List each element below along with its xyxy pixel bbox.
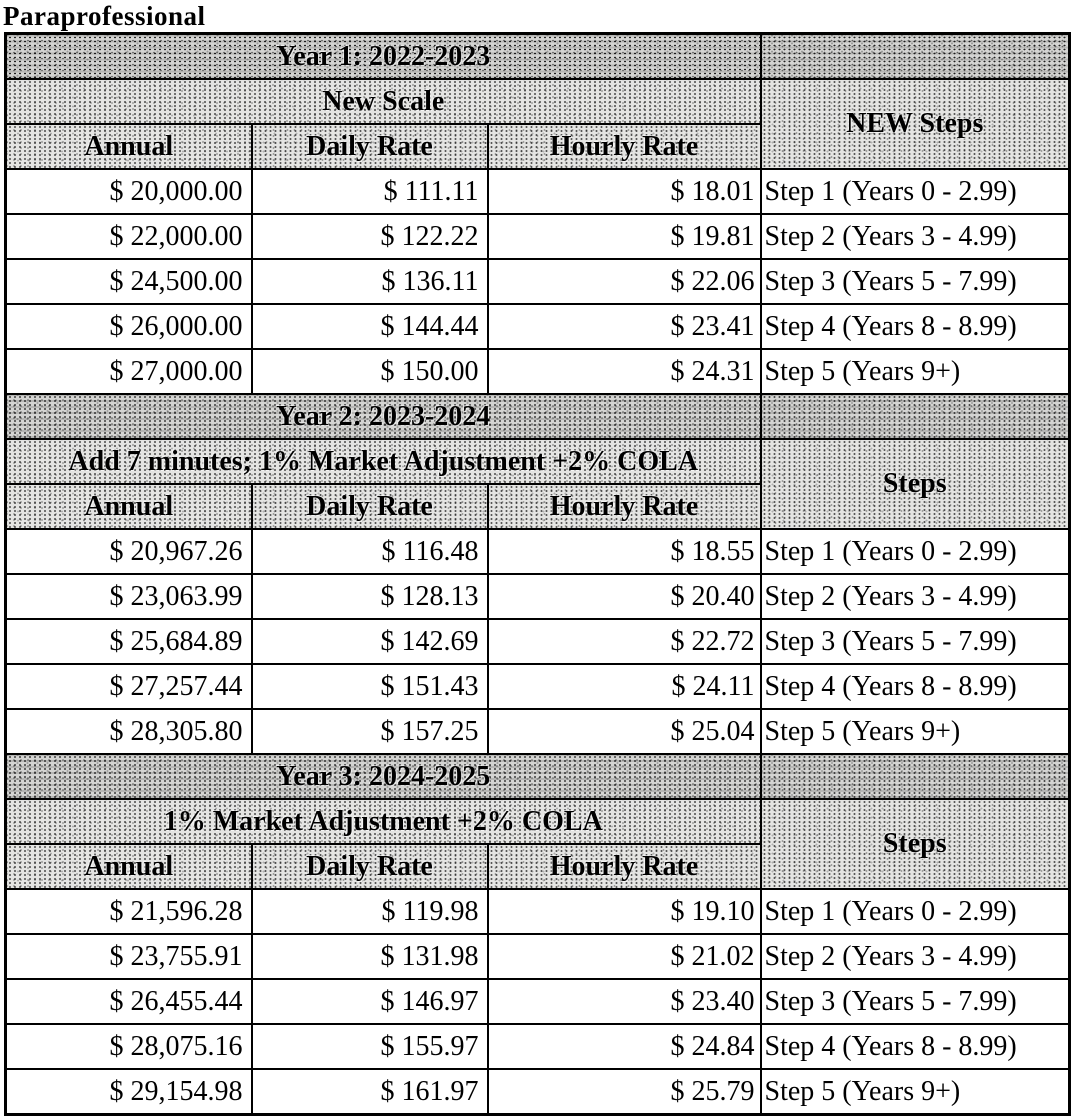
step-label: Step 4 (Years 8 - 8.99) xyxy=(761,664,1070,709)
daily-rate-value: $ 128.13 xyxy=(252,574,488,619)
hourly-rate-value: $ 24.84 xyxy=(488,1024,761,1069)
hourly-rate-value: $ 25.79 xyxy=(488,1069,761,1115)
annual-value: $ 25,684.89 xyxy=(6,619,252,664)
annual-value: $ 20,967.26 xyxy=(6,529,252,574)
annual-value: $ 26,455.44 xyxy=(6,979,252,1024)
daily-rate-value: $ 161.97 xyxy=(252,1069,488,1115)
step-label: Step 5 (Years 9+) xyxy=(761,709,1070,754)
annual-value: $ 27,000.00 xyxy=(6,349,252,394)
column-header-daily-rate: Daily Rate xyxy=(252,484,488,529)
annual-value: $ 24,500.00 xyxy=(6,259,252,304)
section-subtitle: 1% Market Adjustment +2% COLA xyxy=(6,799,761,844)
section-year-title: Year 1: 2022-2023 xyxy=(6,34,761,80)
section-year-row xyxy=(6,754,1070,799)
hourly-rate-value: $ 25.04 xyxy=(488,709,761,754)
salary-schedule-table xyxy=(4,32,1071,1116)
step-label: Step 1 (Years 0 - 2.99) xyxy=(761,169,1070,214)
table-row xyxy=(6,934,1070,979)
steps-column-header: Steps xyxy=(761,439,1070,529)
daily-rate-value: $ 136.11 xyxy=(252,259,488,304)
table-row xyxy=(6,979,1070,1024)
daily-rate-value: $ 157.25 xyxy=(252,709,488,754)
hourly-rate-value: $ 20.40 xyxy=(488,574,761,619)
step-label: Step 1 (Years 0 - 2.99) xyxy=(761,529,1070,574)
table-row xyxy=(6,214,1070,259)
steps-column-header: NEW Steps xyxy=(761,79,1070,169)
hourly-rate-value: $ 19.81 xyxy=(488,214,761,259)
annual-value: $ 23,063.99 xyxy=(6,574,252,619)
table-row xyxy=(6,709,1070,754)
step-label: Step 2 (Years 3 - 4.99) xyxy=(761,214,1070,259)
section-year-title: Year 3: 2024-2025 xyxy=(6,754,761,799)
daily-rate-value: $ 111.11 xyxy=(252,169,488,214)
hourly-rate-value: $ 23.41 xyxy=(488,304,761,349)
annual-value: $ 28,305.80 xyxy=(6,709,252,754)
table-row xyxy=(6,574,1070,619)
step-label: Step 2 (Years 3 - 4.99) xyxy=(761,934,1070,979)
daily-rate-value: $ 146.97 xyxy=(252,979,488,1024)
section-subtitle-row xyxy=(6,439,1070,484)
table-row xyxy=(6,304,1070,349)
section-subtitle: New Scale xyxy=(6,79,761,124)
daily-rate-value: $ 144.44 xyxy=(252,304,488,349)
hourly-rate-value: $ 18.01 xyxy=(488,169,761,214)
table-row xyxy=(6,1069,1070,1115)
steps-blank-cell xyxy=(761,754,1070,799)
table-row xyxy=(6,664,1070,709)
steps-blank-cell xyxy=(761,394,1070,439)
annual-value: $ 26,000.00 xyxy=(6,304,252,349)
daily-rate-value: $ 155.97 xyxy=(252,1024,488,1069)
step-label: Step 4 (Years 8 - 8.99) xyxy=(761,304,1070,349)
hourly-rate-value: $ 22.72 xyxy=(488,619,761,664)
daily-rate-value: $ 122.22 xyxy=(252,214,488,259)
steps-blank-cell xyxy=(761,34,1070,80)
column-header-hourly-rate: Hourly Rate xyxy=(488,124,761,169)
annual-value: $ 20,000.00 xyxy=(6,169,252,214)
table-row xyxy=(6,169,1070,214)
daily-rate-value: $ 142.69 xyxy=(252,619,488,664)
section-subtitle: Add 7 minutes; 1% Market Adjustment +2% COLA xyxy=(6,439,761,484)
table-row xyxy=(6,349,1070,394)
hourly-rate-value: $ 22.06 xyxy=(488,259,761,304)
annual-value: $ 21,596.28 xyxy=(6,889,252,934)
step-label: Step 1 (Years 0 - 2.99) xyxy=(761,889,1070,934)
column-header-hourly-rate: Hourly Rate xyxy=(488,484,761,529)
annual-value: $ 28,075.16 xyxy=(6,1024,252,1069)
column-header-annual: Annual xyxy=(6,844,252,889)
hourly-rate-value: $ 23.40 xyxy=(488,979,761,1024)
section-subtitle-row xyxy=(6,79,1070,124)
section-year-row xyxy=(6,34,1070,80)
daily-rate-value: $ 150.00 xyxy=(252,349,488,394)
daily-rate-value: $ 131.98 xyxy=(252,934,488,979)
annual-value: $ 29,154.98 xyxy=(6,1069,252,1115)
hourly-rate-value: $ 21.02 xyxy=(488,934,761,979)
annual-value: $ 22,000.00 xyxy=(6,214,252,259)
daily-rate-value: $ 119.98 xyxy=(252,889,488,934)
table-row xyxy=(6,619,1070,664)
step-label: Step 3 (Years 5 - 7.99) xyxy=(761,979,1070,1024)
column-header-annual: Annual xyxy=(6,484,252,529)
step-label: Step 3 (Years 5 - 7.99) xyxy=(761,619,1070,664)
daily-rate-value: $ 116.48 xyxy=(252,529,488,574)
section-year-row xyxy=(6,394,1070,439)
column-header-daily-rate: Daily Rate xyxy=(252,844,488,889)
step-label: Step 2 (Years 3 - 4.99) xyxy=(761,574,1070,619)
column-header-daily-rate: Daily Rate xyxy=(252,124,488,169)
hourly-rate-value: $ 24.31 xyxy=(488,349,761,394)
hourly-rate-value: $ 18.55 xyxy=(488,529,761,574)
hourly-rate-value: $ 24.11 xyxy=(488,664,761,709)
step-label: Step 3 (Years 5 - 7.99) xyxy=(761,259,1070,304)
daily-rate-value: $ 151.43 xyxy=(252,664,488,709)
step-label: Step 5 (Years 9+) xyxy=(761,349,1070,394)
table-row xyxy=(6,529,1070,574)
column-header-annual: Annual xyxy=(6,124,252,169)
section-subtitle-row xyxy=(6,799,1070,844)
table-row xyxy=(6,259,1070,304)
annual-value: $ 23,755.91 xyxy=(6,934,252,979)
step-label: Step 5 (Years 9+) xyxy=(761,1069,1070,1115)
hourly-rate-value: $ 19.10 xyxy=(488,889,761,934)
column-header-hourly-rate: Hourly Rate xyxy=(488,844,761,889)
steps-column-header: Steps xyxy=(761,799,1070,889)
section-year-title: Year 2: 2023-2024 xyxy=(6,394,761,439)
step-label: Step 4 (Years 8 - 8.99) xyxy=(761,1024,1070,1069)
table-row xyxy=(6,889,1070,934)
table-row xyxy=(6,1024,1070,1069)
page-title: Paraprofessional xyxy=(3,1,206,31)
annual-value: $ 27,257.44 xyxy=(6,664,252,709)
